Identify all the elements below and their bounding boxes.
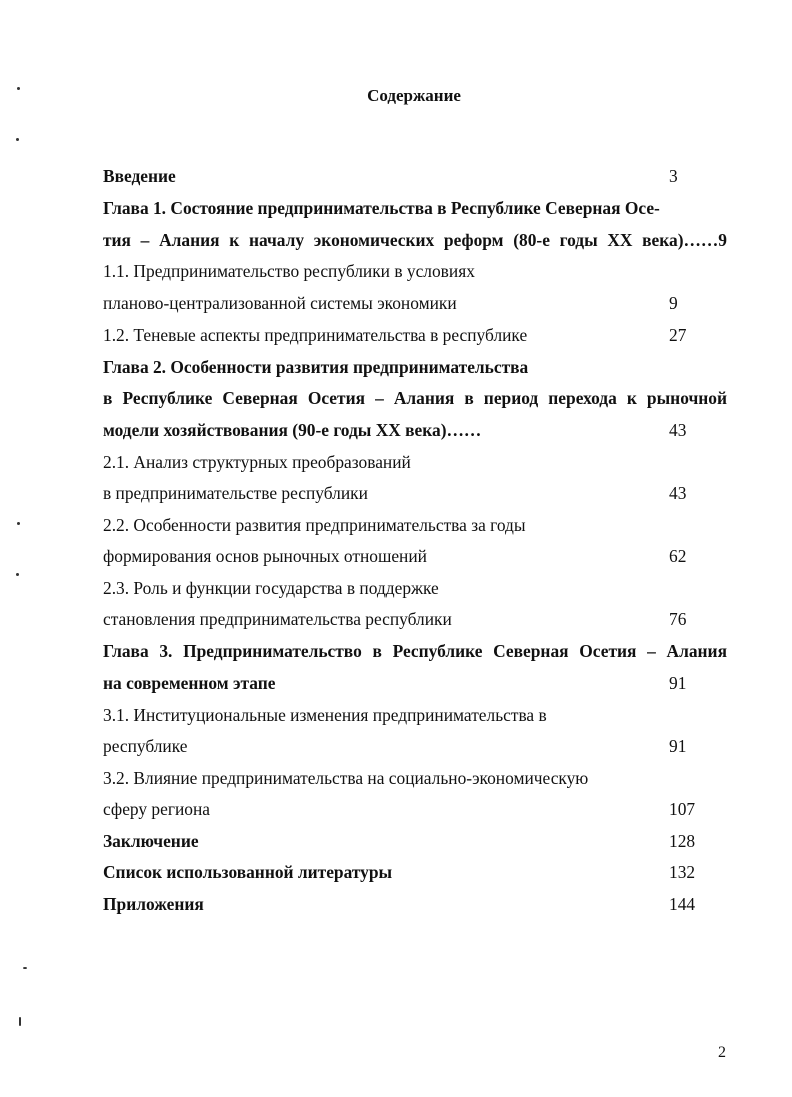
toc-chapter2-line1: Глава 2. Особенности развития предпринимательства — [103, 357, 529, 377]
toc-section-1-1-line1: 1.1. Предпринимательство республики в условиях — [103, 261, 475, 281]
toc-chapter2-page: 43 — [669, 420, 687, 440]
toc-intro: Введение — [103, 166, 176, 186]
toc-section-3-2-page: 107 — [669, 799, 696, 819]
toc-conclusion: Заключение — [103, 831, 199, 851]
toc-chapter3-line1: Глава 3. Предпринимательство в Республике Северная Осетия – Алания — [103, 641, 727, 661]
toc-section-2-3-line1: 2.3. Роль и функции государства в поддержке — [103, 578, 439, 598]
toc-chapter3-line2: на современном этапе — [103, 673, 276, 693]
toc-chapter1-line1: Глава 1. Состояние предпринимательства в Республике Северная Осе- — [103, 198, 660, 218]
toc-intro-page: 3 — [669, 166, 678, 186]
toc-appendices: Приложения — [103, 894, 204, 914]
toc-section-3-1-line1: 3.1. Институциональные изменения предпринимательства в — [103, 705, 547, 725]
toc-section-1-2-page: 27 — [669, 325, 687, 345]
toc-section-2-2-line2: формирования основ рыночных отношений — [103, 546, 427, 566]
toc-section-1-1-line2: планово-централизованной системы экономики — [103, 293, 457, 313]
toc-section-2-1-line1: 2.1. Анализ структурных преобразований — [103, 452, 411, 472]
scan-artifact-dot — [16, 138, 19, 141]
toc-section-2-2-page: 62 — [669, 546, 687, 566]
toc-appendices-page: 144 — [669, 894, 696, 914]
toc-section-2-3-page: 76 — [669, 609, 687, 629]
toc-section-2-3-line2: становления предпринимательства республики — [103, 609, 452, 629]
toc-chapter2-line2: в Республике Северная Осетия – Алания в период перехода к рыночной — [103, 388, 727, 408]
page-title: Содержание — [367, 86, 461, 105]
toc-section-2-1-line2: в предпринимательстве республики — [103, 483, 368, 503]
toc-references-page: 132 — [669, 862, 696, 882]
toc-section-1-1-page: 9 — [669, 293, 678, 313]
toc-chapter3-page: 91 — [669, 673, 687, 693]
toc-chapter2-line3: модели хозяйствования (90-е годы ХХ века)…… — [103, 420, 482, 440]
scan-artifact-dot — [23, 967, 27, 969]
toc-section-3-1-line2: республике — [103, 736, 188, 756]
toc-section-2-1-page: 43 — [669, 483, 687, 503]
scan-artifact-mark — [19, 1017, 21, 1026]
toc-section-1-2: 1.2. Теневые аспекты предпринимательства в республике — [103, 325, 528, 345]
toc-section-3-2-line1: 3.2. Влияние предпринимательства на социально-экономическую — [103, 768, 589, 788]
scan-artifact-dot — [17, 87, 20, 90]
toc-chapter1-line2: тия – Алания к началу экономических реформ (80-е годы ХХ века)……9 — [103, 230, 727, 250]
toc-conclusion-page: 128 — [669, 831, 696, 851]
toc-references: Список использованной литературы — [103, 862, 393, 882]
page-number: 2 — [718, 1044, 726, 1061]
toc-section-3-1-page: 91 — [669, 736, 687, 756]
scan-artifact-dot — [17, 522, 20, 525]
scan-artifact-dot — [16, 573, 19, 576]
toc-section-3-2-line2: сферу региона — [103, 799, 211, 819]
toc-section-2-2-line1: 2.2. Особенности развития предпринимательства за годы — [103, 515, 526, 535]
